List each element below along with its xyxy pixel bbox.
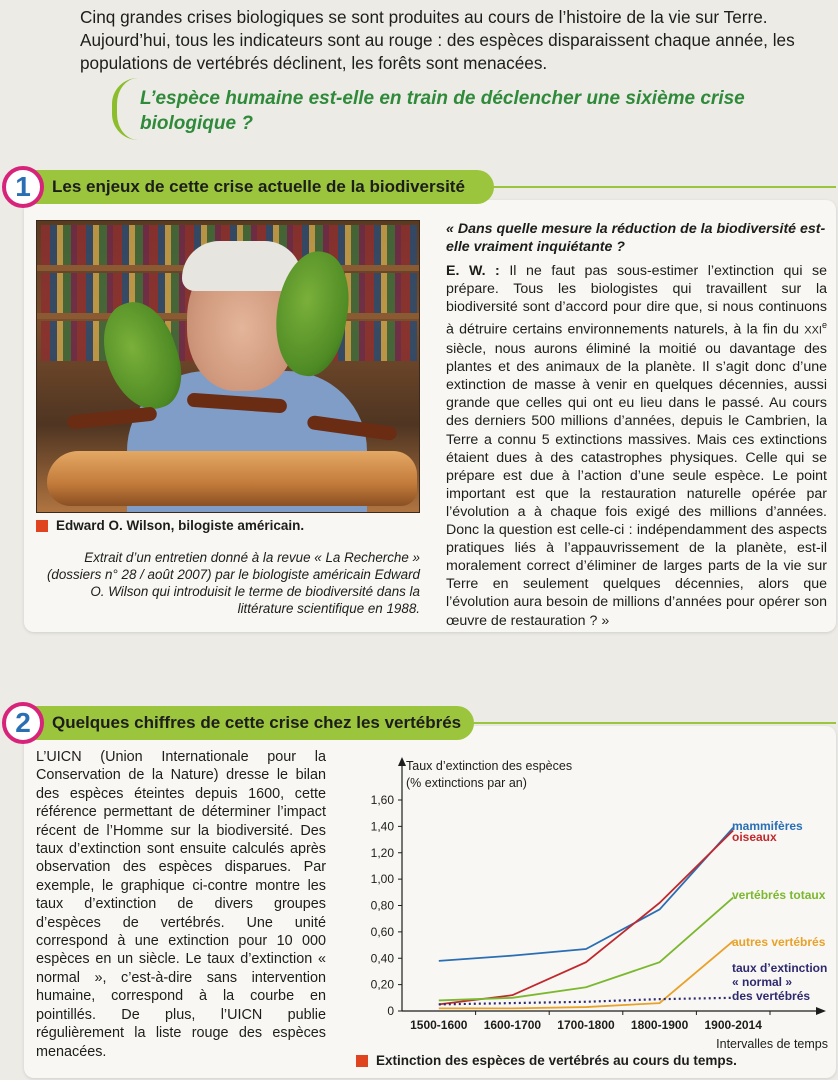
- x-category-label: 1500-1600: [410, 1018, 468, 1032]
- series-label: autres vertébrés: [732, 935, 826, 949]
- chart-x-categories: [410, 1011, 770, 1032]
- chart-caption-square-icon: [356, 1055, 368, 1067]
- question-text: L’espèce humaine est-elle en train de déclencher une sixième crise biologique ?: [140, 88, 745, 134]
- series-label: « normal »: [732, 975, 793, 989]
- extinction-chart: [340, 752, 836, 1052]
- chart-ylabel-line2: (% extinctions par an): [406, 776, 527, 790]
- x-axis-arrow: [816, 1007, 826, 1015]
- chart-series: [439, 828, 733, 1009]
- speaker-initials: E. W. :: [446, 263, 500, 279]
- wooden-branch: [47, 451, 417, 506]
- chart-caption-text: Extinction des espèces de vertébrés au cours du temps.: [376, 1053, 737, 1068]
- section-2-title: Quelques chiffres de cette crise chez les vertébrés: [34, 706, 474, 740]
- y-tick-label: 1,00: [370, 872, 394, 887]
- question-brace: [112, 78, 142, 140]
- y-tick-label: 1,40: [370, 819, 394, 834]
- intro-paragraph: Cinq grandes crises biologiques se sont produites au cours de l’histoire de la vie sur Terre. Aujourd’hui, tous les indicateurs sont au rouge : des espèces disparaissent chaque année, les populations de vertébrés déclinent, les forêts sont menacées.: [80, 7, 795, 73]
- photo-caption-text: Edward O. Wilson, bilogiste américain.: [56, 518, 305, 533]
- series-label: mammifères: [732, 819, 803, 833]
- y-tick-label: 0,20: [370, 977, 394, 992]
- y-tick-label: 1,20: [370, 845, 394, 860]
- section-1-title: Les enjeux de cette crise actuelle de la biodiversité: [34, 170, 494, 204]
- wilson-photo: [36, 220, 420, 513]
- photo-caption: [36, 518, 304, 533]
- x-category-label: 1900-2014: [704, 1018, 762, 1032]
- series-line: [439, 828, 733, 961]
- century-numeral: XXI: [804, 325, 822, 338]
- y-tick-label: 0,80: [370, 898, 394, 913]
- chart-caption: [356, 1053, 737, 1068]
- section-1-number-badge: 1: [2, 166, 44, 208]
- x-category-label: 1600-1700: [483, 1018, 542, 1032]
- caption-square-icon: [36, 520, 48, 532]
- x-category-label: 1800-1900: [630, 1018, 689, 1032]
- x-category-label: 1700-1800: [557, 1018, 615, 1032]
- y-axis-arrow: [398, 757, 406, 766]
- section-2-paragraph: L’UICN (Union Internationale pour la Conservation de la Nature) dresse le bilan des espèces éteintes depuis 1600, cette référence permettant de déterminer l’impact récent de l’Homme sur la biodiversité. Des taux d’extinction sont ensuite calculés après observation des espèces disparues. Par exemple, le graphique ci-contre montre les taux d’extinction de divers groupes d’espèces de vertébrés. Une unité correspond à une extinction pour 10 000 espèces en un siècle. Le taux d’extinction « normal », c’est-à-dire sans intervention humaine, correspond à la courbe en pointillés. De plus, l’UICN publie régulièrement la liste rouge des espèces menacées.: [36, 749, 326, 1060]
- y-tick-label: 1,60: [370, 793, 394, 807]
- interview-answer: [446, 262, 827, 630]
- chart-ylabel-line1: Taux d’extinction des espèces: [406, 759, 573, 773]
- answer-part-2: siècle, nous aurons éliminé la moitié ou davantage des plantes et des animaux de la planète. Il s’agit donc d’une extinction de masse à venir en quelques décennies, aussi grande que celles qui ont eu lieu dans le passé. Au cours des derniers 500 millions d’années, depuis le Cambrien, la Terre a connu 5 extinctions massives. Mais ces extinctions étaient dues à des catastrophes physiques. Celle qui se prépare est due à l’action d’une seule espèce. Le point important est que la restauration naturelle opérée par l’évolution a à chaque fois exigé des millions d’années. Donc la question est celle-ci : indépendamment des aspects pratiques liés à l’appauvrissement de la planète, est-il moralement correct d’éliminer de larges parts de la vie sur Terre en seulement quelques décennies, alors que l’évolution aura besoin de millions d’années pour opérer son œuvre de restauration ? »: [446, 341, 827, 629]
- chart-xlabel: Intervalles de temps: [716, 1037, 828, 1051]
- section-2-number-badge: 2: [2, 702, 44, 744]
- y-tick-label: 0: [387, 1004, 394, 1018]
- interview-source: Extrait d’un entretien donné à la revue « La Recherche » (dossiers n° 28 / août 2007) par le biologiste américain Edward O. Wilson qui introduisit le terme de biodiversité dans la littérature scientifique en 1988.: [46, 550, 420, 616]
- y-tick-label: 0,40: [370, 951, 394, 966]
- y-tick-label: 0,60: [370, 924, 394, 939]
- answer-part-1: Il ne faut pas sous-estimer l’extinction qui se prépare. Tous les biologistes qui travaillent sur la biodiversité sont d’accord pour dire que, si nous continuons à détruire certains environnements naturels, à la fin du: [446, 263, 828, 339]
- interview-question: « Dans quelle mesure la réduction de la biodiversité est-elle vraiment inquiétante ?: [446, 221, 826, 255]
- series-label: oiseaux: [732, 830, 777, 844]
- chart-y-ticks: [371, 793, 402, 1018]
- century-suffix: e: [821, 320, 827, 331]
- series-label: vertébrés totaux: [732, 888, 826, 902]
- series-label: taux d’extinction: [732, 961, 828, 975]
- series-label: des vertébrés: [732, 989, 811, 1003]
- guiding-question: [112, 78, 752, 144]
- chart-series-labels: [732, 819, 827, 1003]
